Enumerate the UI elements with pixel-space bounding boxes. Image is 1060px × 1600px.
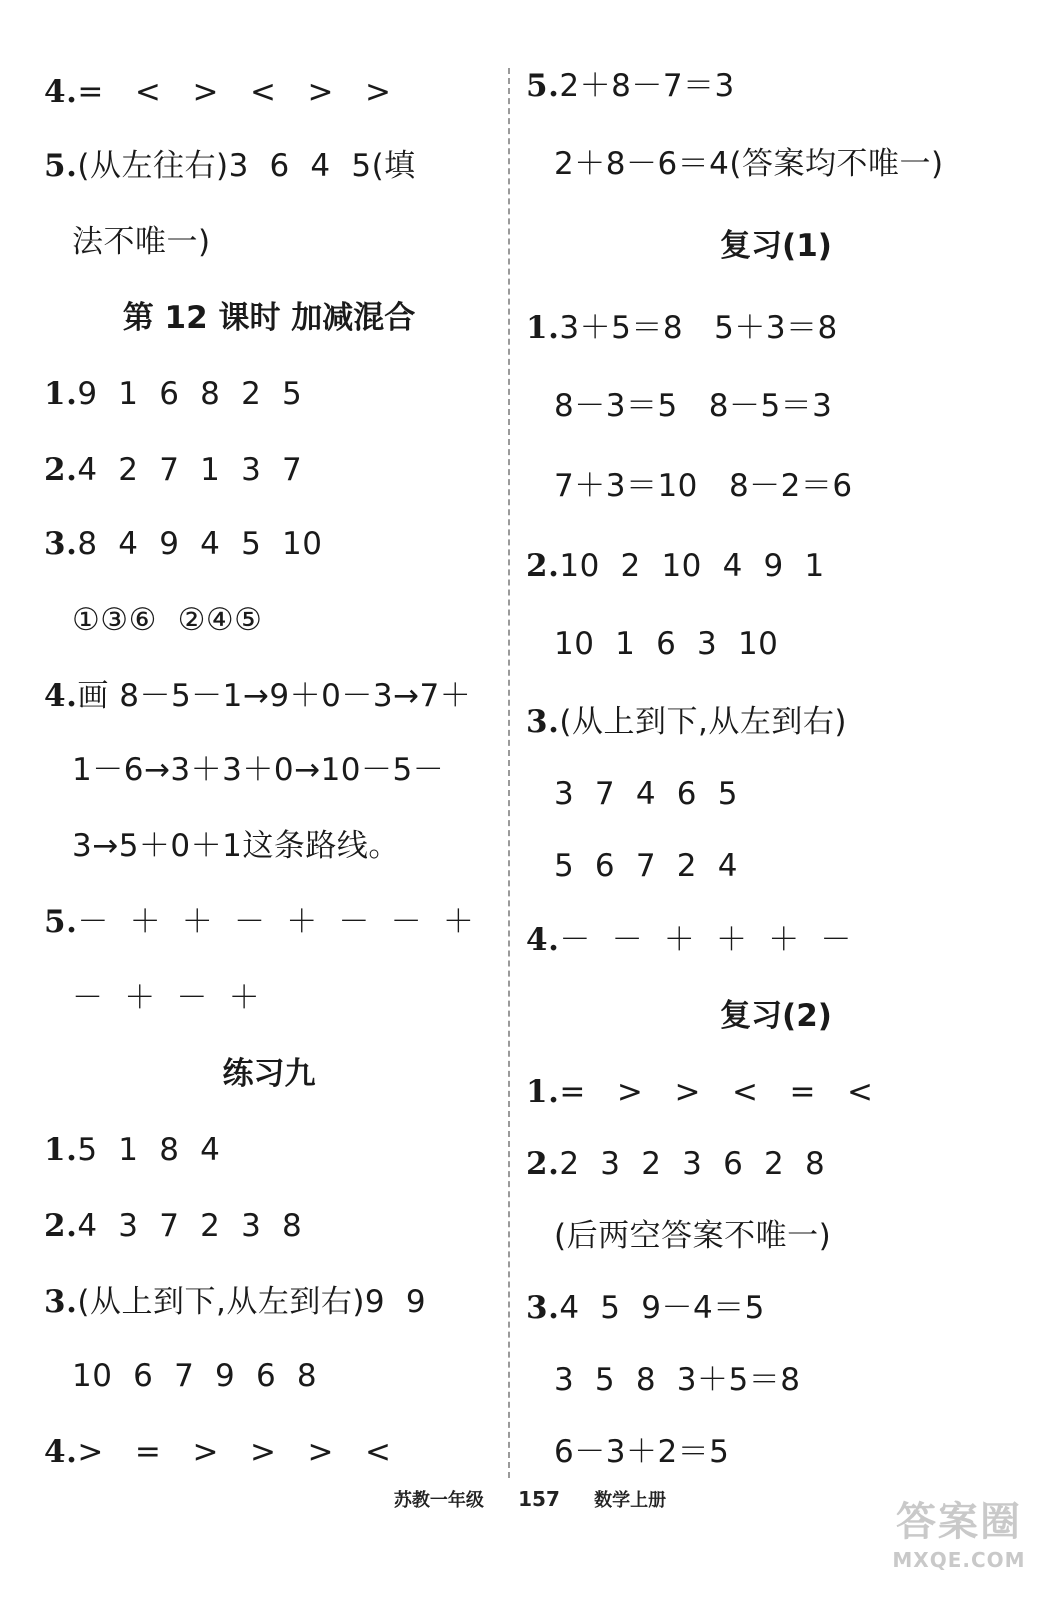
- answer-line: 5.2＋8－7＝3: [526, 68, 735, 104]
- answer-line: 1.3＋5＝8 5＋3＝8: [526, 310, 838, 346]
- answer-line: 2＋8－6＝4(答案均不唯一): [554, 146, 944, 182]
- answer-line: 2.10 2 10 4 9 1: [526, 548, 825, 584]
- section-heading-review-1: 复习(1): [720, 228, 832, 264]
- answer-line: 3 5 8 3＋5＝8: [554, 1362, 801, 1398]
- answer-line: 3.(从上到下,从左到右)9 9: [44, 1284, 427, 1320]
- answer-line: 1－6→3＋3＋0→10－5－: [72, 752, 445, 788]
- answer-line: ①③⑥ ②④⑤: [72, 602, 263, 638]
- watermark-logo: 答案圈: [896, 1499, 1022, 1545]
- answer-line: 2.4 3 7 2 3 8: [44, 1208, 303, 1244]
- answer-line: 1.= > > < = <: [526, 1074, 874, 1110]
- answer-line: 4.画 8－5－1→9＋0－3→7＋: [44, 678, 472, 714]
- answer-line: 3.8 4 9 4 5 10: [44, 526, 323, 562]
- answer-line: 3.4 5 9－4＝5: [526, 1290, 765, 1326]
- answer-line: 10 6 7 9 6 8: [72, 1358, 318, 1394]
- section-heading-lesson-12: 第 12 课时 加减混合: [122, 300, 416, 336]
- footer-subject: 数学上册: [594, 1490, 667, 1511]
- page-number: 157: [518, 1487, 560, 1511]
- answer-line: 2.2 3 2 3 6 2 8: [526, 1146, 826, 1182]
- answer-line: 法不唯一): [72, 224, 211, 260]
- answer-line: 2.4 2 7 1 3 7: [44, 452, 303, 488]
- answer-line: 4.－ － ＋ ＋ ＋ －: [526, 922, 852, 958]
- answer-line: (后两空答案不唯一): [554, 1218, 832, 1254]
- answer-line: 5.(从左往右)3 6 4 5(填: [44, 148, 416, 184]
- right-column: [526, 0, 1026, 1500]
- answer-line: 1.5 1 8 4: [44, 1132, 221, 1168]
- answer-line: 4.= < > < > >: [44, 74, 392, 110]
- answer-line: 3→5＋0＋1这条路线。: [72, 828, 400, 864]
- answer-line: 5 6 7 2 4: [554, 848, 738, 884]
- section-heading-review-2: 复习(2): [720, 998, 832, 1034]
- answer-line: 3 7 4 6 5: [554, 776, 738, 812]
- footer-edition: 苏教一年级: [393, 1490, 484, 1511]
- answer-line: 6－3＋2＝5: [554, 1434, 730, 1470]
- answer-line: 8－3＝5 8－5＝3: [554, 388, 833, 424]
- answer-line: 1.9 1 6 8 2 5: [44, 376, 303, 412]
- answer-line: 3.(从上到下,从左到右): [526, 704, 847, 740]
- answer-line: 10 1 6 3 10: [554, 626, 779, 662]
- answer-line: 4.> = > > > <: [44, 1434, 392, 1470]
- watermark-url: MXQE.COM: [892, 1548, 1026, 1572]
- answer-line: － ＋ － ＋: [72, 980, 261, 1016]
- answer-line: 5.－ ＋ ＋ － ＋ － － ＋: [44, 904, 475, 940]
- answer-line: 7＋3＝10 8－2＝6: [554, 468, 853, 504]
- left-column: [44, 0, 494, 1500]
- column-divider: [508, 68, 510, 1478]
- watermark: [884, 1496, 1034, 1592]
- section-heading-exercise-9: 练习九: [222, 1056, 316, 1092]
